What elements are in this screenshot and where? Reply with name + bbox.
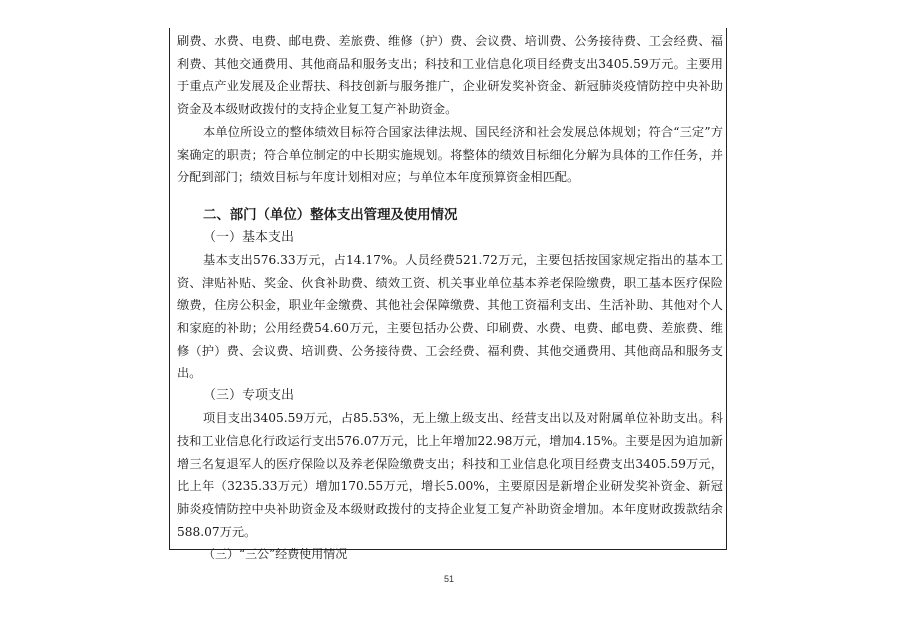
intro-continuation-paragraph: 刷费、水费、电费、邮电费、差旅费、维修（护）费、会议费、培训费、公务接待费、工会经费、福利费、其他交通费用、其他商品和服务支出；科技和工业信息化项目经费支出3405.59万元。主要用于重点产业发展及企业帮扶、科技创新与服务推广，企业研发奖补资金、新冠肺炎疫情防控中央补助资金及本级财政拨付的支持企业复工复产补助资金。 bbox=[177, 34, 723, 117]
section-heading: 二、部门（单位）整体支出管理及使用情况 bbox=[203, 206, 458, 223]
basic-expense-paragraph: 基本支出576.33万元，占14.17%。人员经费521.72万元，主要包括按国家规定指出的基本工资、津贴补贴、奖金、伙食补助费、绩效工资、机关事业单位基本养老保险缴费，职工基本医疗保险缴费，住房公积金，职业年金缴费、其他社会保障缴费、其他工资福利支出、生活补助、其他对个人和家庭的补助；公用经费54.60万元，主要包括办公费、印刷费、水费、电费、邮电费、差旅费、维修（护）费、会议费、培训费、公务接待费、工会经费、福利费、其他交通费用、其他商品和服务支出。 bbox=[177, 252, 723, 381]
subheading-three-public-expense: （三）“三公”经费使用情况 bbox=[203, 547, 348, 562]
subheading-project-expense: （三）专项支出 bbox=[203, 388, 295, 404]
performance-goal-paragraph: 本单位所设立的整体绩效目标符合国家法律法规、国民经济和社会发展总体规划；符合“三定”方案确定的职责；符合单位制定的中长期实施规划。将整体的绩效目标细化分解为具体的工作任务，并分配到部门；绩效目标与年度计划相对应；与单位本年度预算资金相匹配。 bbox=[177, 124, 723, 185]
document-body bbox=[177, 30, 723, 565]
project-expense-paragraph: 项目支出3405.59万元，占85.53%，无上缴上级支出、经营支出以及对附属单位补助支出。科技和工业信息化行政运行支出576.07万元，比上年增加22.98万元，增加4.15%。主要是因为追加新增三名复退军人的医疗保险以及养老保险缴费支出；科技和工业信息化项目经费支出3405.59万元，比上年（3235.33万元）增加170.55万元，增长5.00%，主要原因是新增企业研发奖补资金、新冠肺炎疫情防控中央补助资金及本级财政拨付的支持企业复工复产补助资金增加。本年度财政拨款结余588.07万元。 bbox=[177, 411, 723, 539]
page-number: 51 bbox=[443, 574, 454, 584]
subheading-basic-expense: （一）基本支出 bbox=[203, 229, 295, 245]
